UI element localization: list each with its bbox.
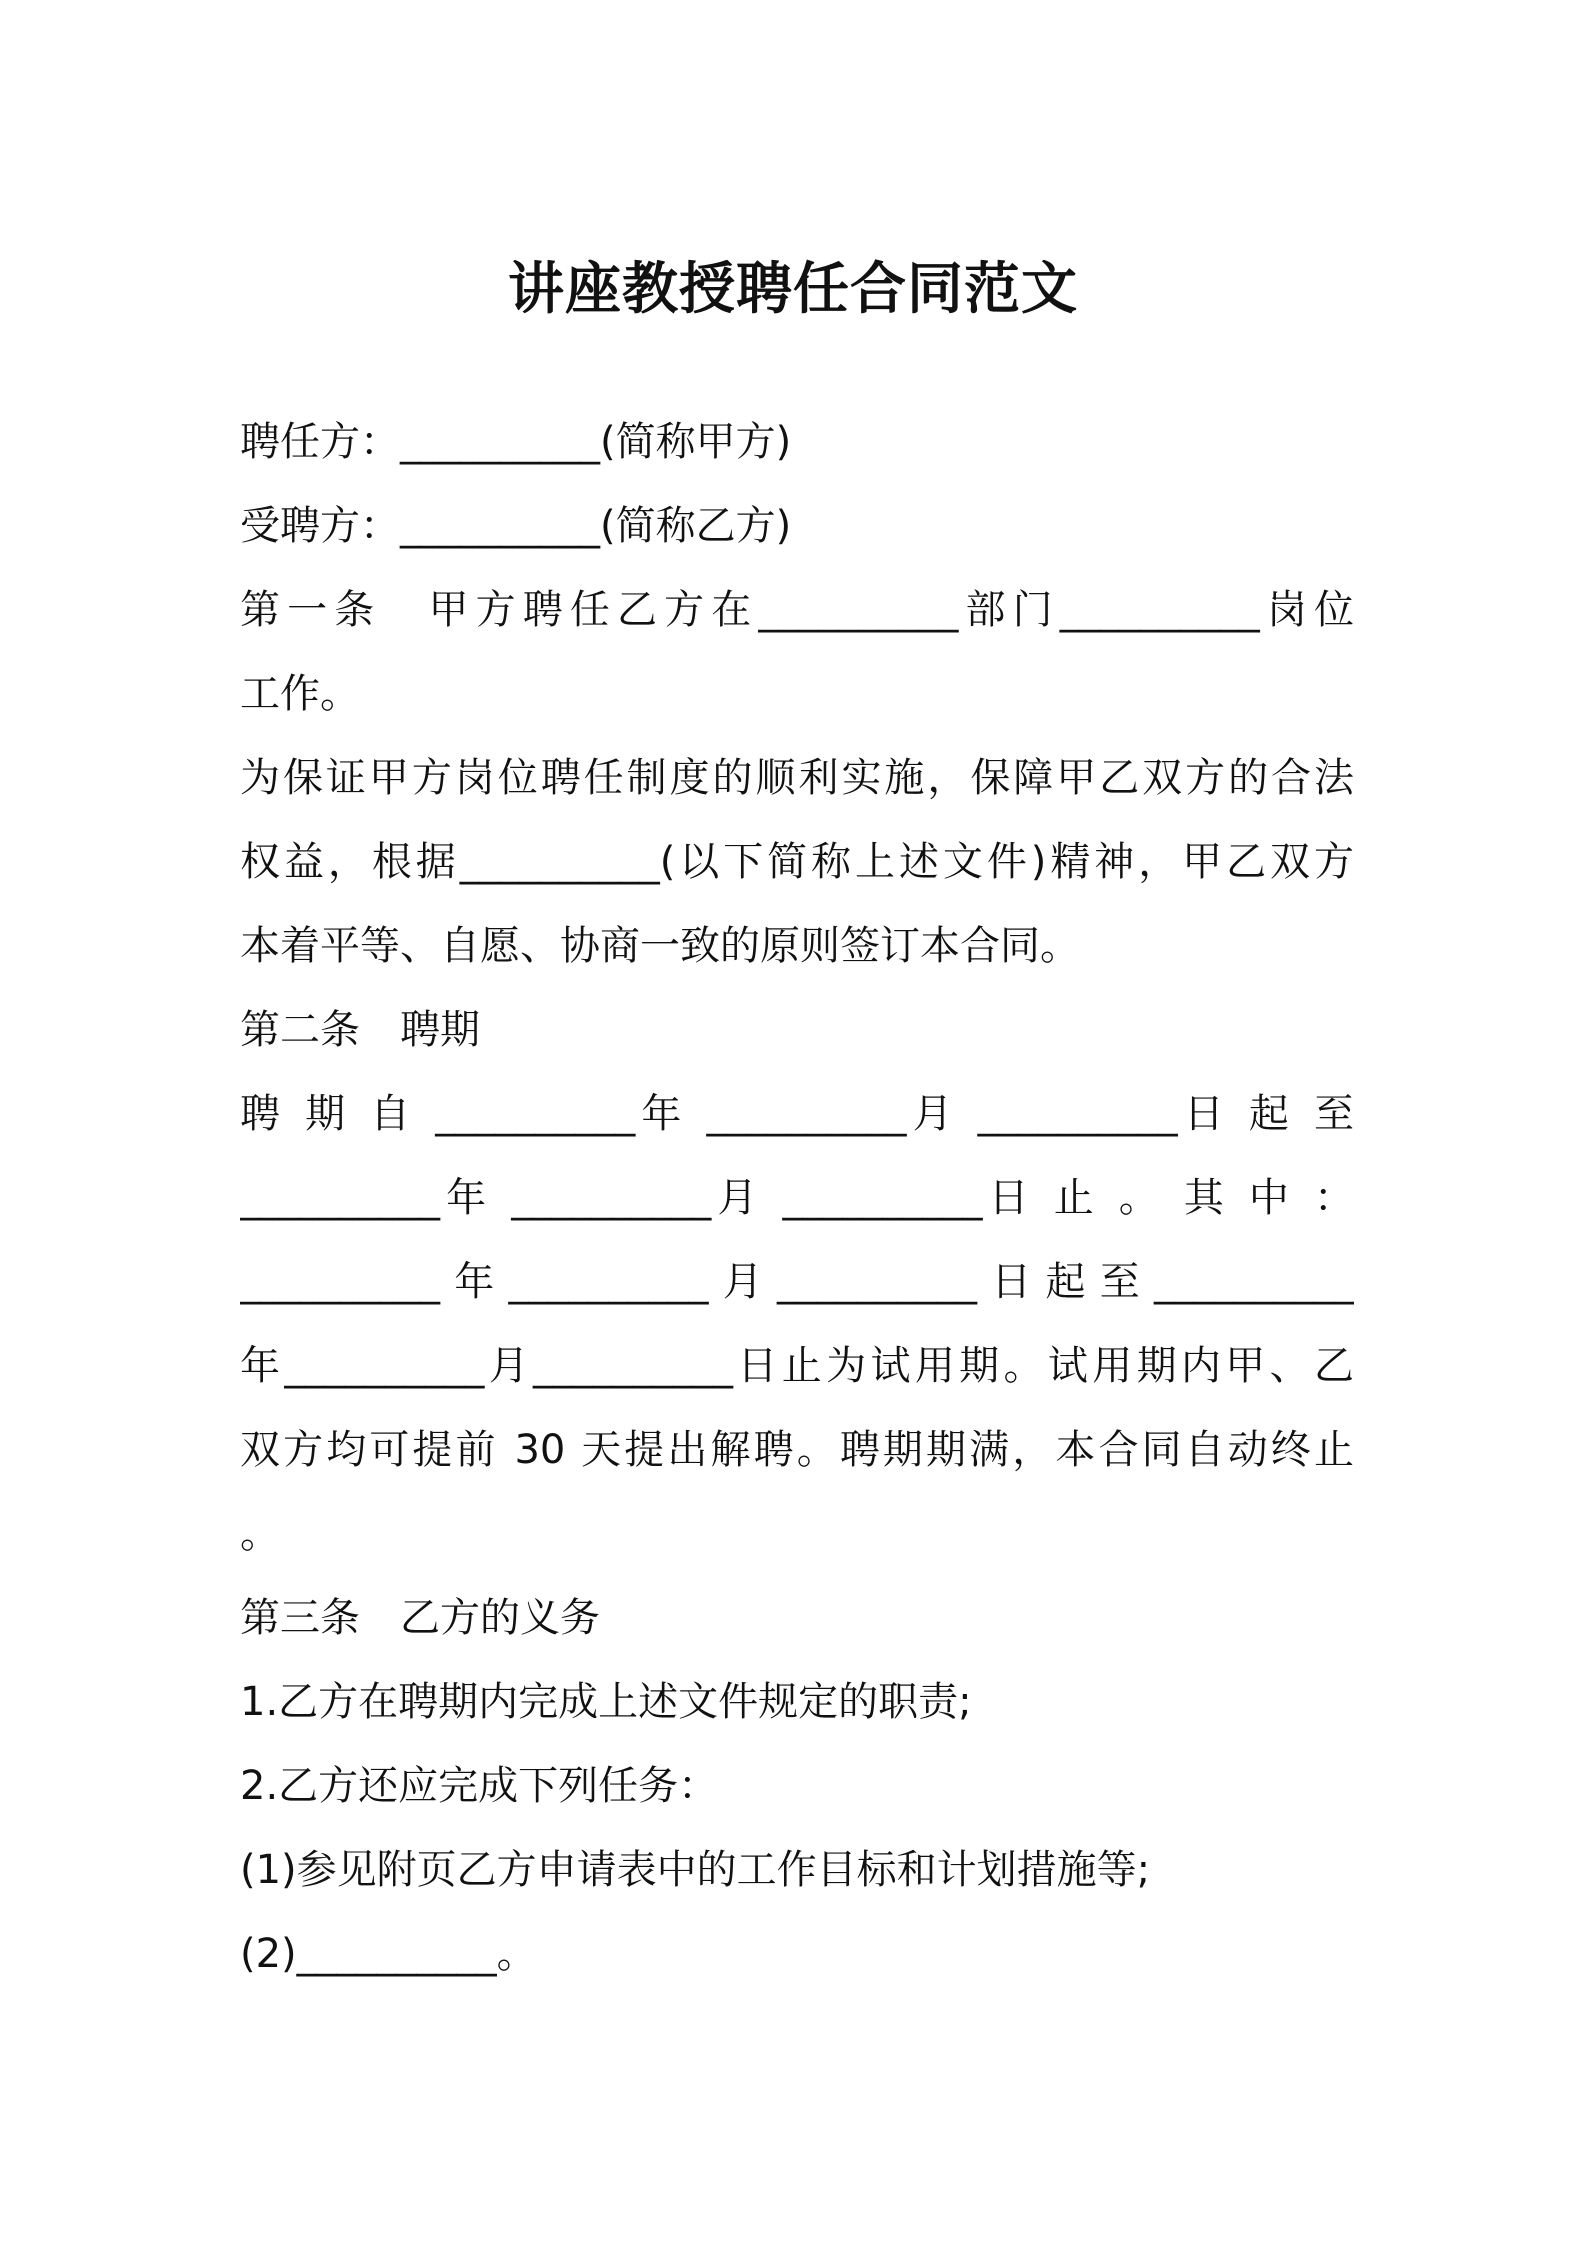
term-line-3: __________年__________月__________日起至__________: [240, 1259, 1354, 1305]
duty-subitem-2: (2)__________。: [240, 1931, 537, 1977]
document-title: 讲座教授聘任合同范文: [508, 257, 1078, 322]
term-line-4: 年__________月__________日止为试用期。试用期内甲、乙: [240, 1343, 1354, 1389]
preamble-line-1: 为保证甲方岗位聘任制度的顺利实施，保障甲乙双方的合法: [240, 755, 1354, 801]
term-line-2: __________年 __________月 __________日 止 。 其 中 ：: [240, 1175, 1354, 1221]
term-line-6: 。: [240, 1511, 280, 1557]
article-1-line-cont: 工作。: [240, 671, 360, 717]
party-a-line: 聘任方：__________(简称甲方): [240, 419, 792, 465]
article-1-line: 第一条 甲方聘任乙方在__________部门__________岗位: [240, 587, 1354, 633]
duty-item-2: 2.乙方还应完成下列任务：: [240, 1763, 719, 1809]
term-line-1: 聘 期 自 __________年 __________月 __________日 起 至: [240, 1091, 1354, 1137]
preamble-line-3: 本着平等、自愿、协商一致的原则签订本合同。: [240, 923, 1080, 969]
party-b-line: 受聘方：__________(简称乙方): [240, 503, 792, 549]
article-3-heading: 第三条 乙方的义务: [240, 1595, 600, 1641]
article-2-heading: 第二条 聘期: [240, 1007, 480, 1053]
duty-item-1: 1.乙方在聘期内完成上述文件规定的职责;: [240, 1679, 972, 1725]
preamble-line-2: 权益，根据__________(以下简称上述文件)精神，甲乙双方: [240, 839, 1354, 885]
duty-subitem-1: (1)参见附页乙方申请表中的工作目标和计划措施等;: [240, 1847, 1151, 1893]
term-line-5: 双方均可提前 30 天提出解聘。聘期期满，本合同自动终止: [240, 1427, 1354, 1473]
